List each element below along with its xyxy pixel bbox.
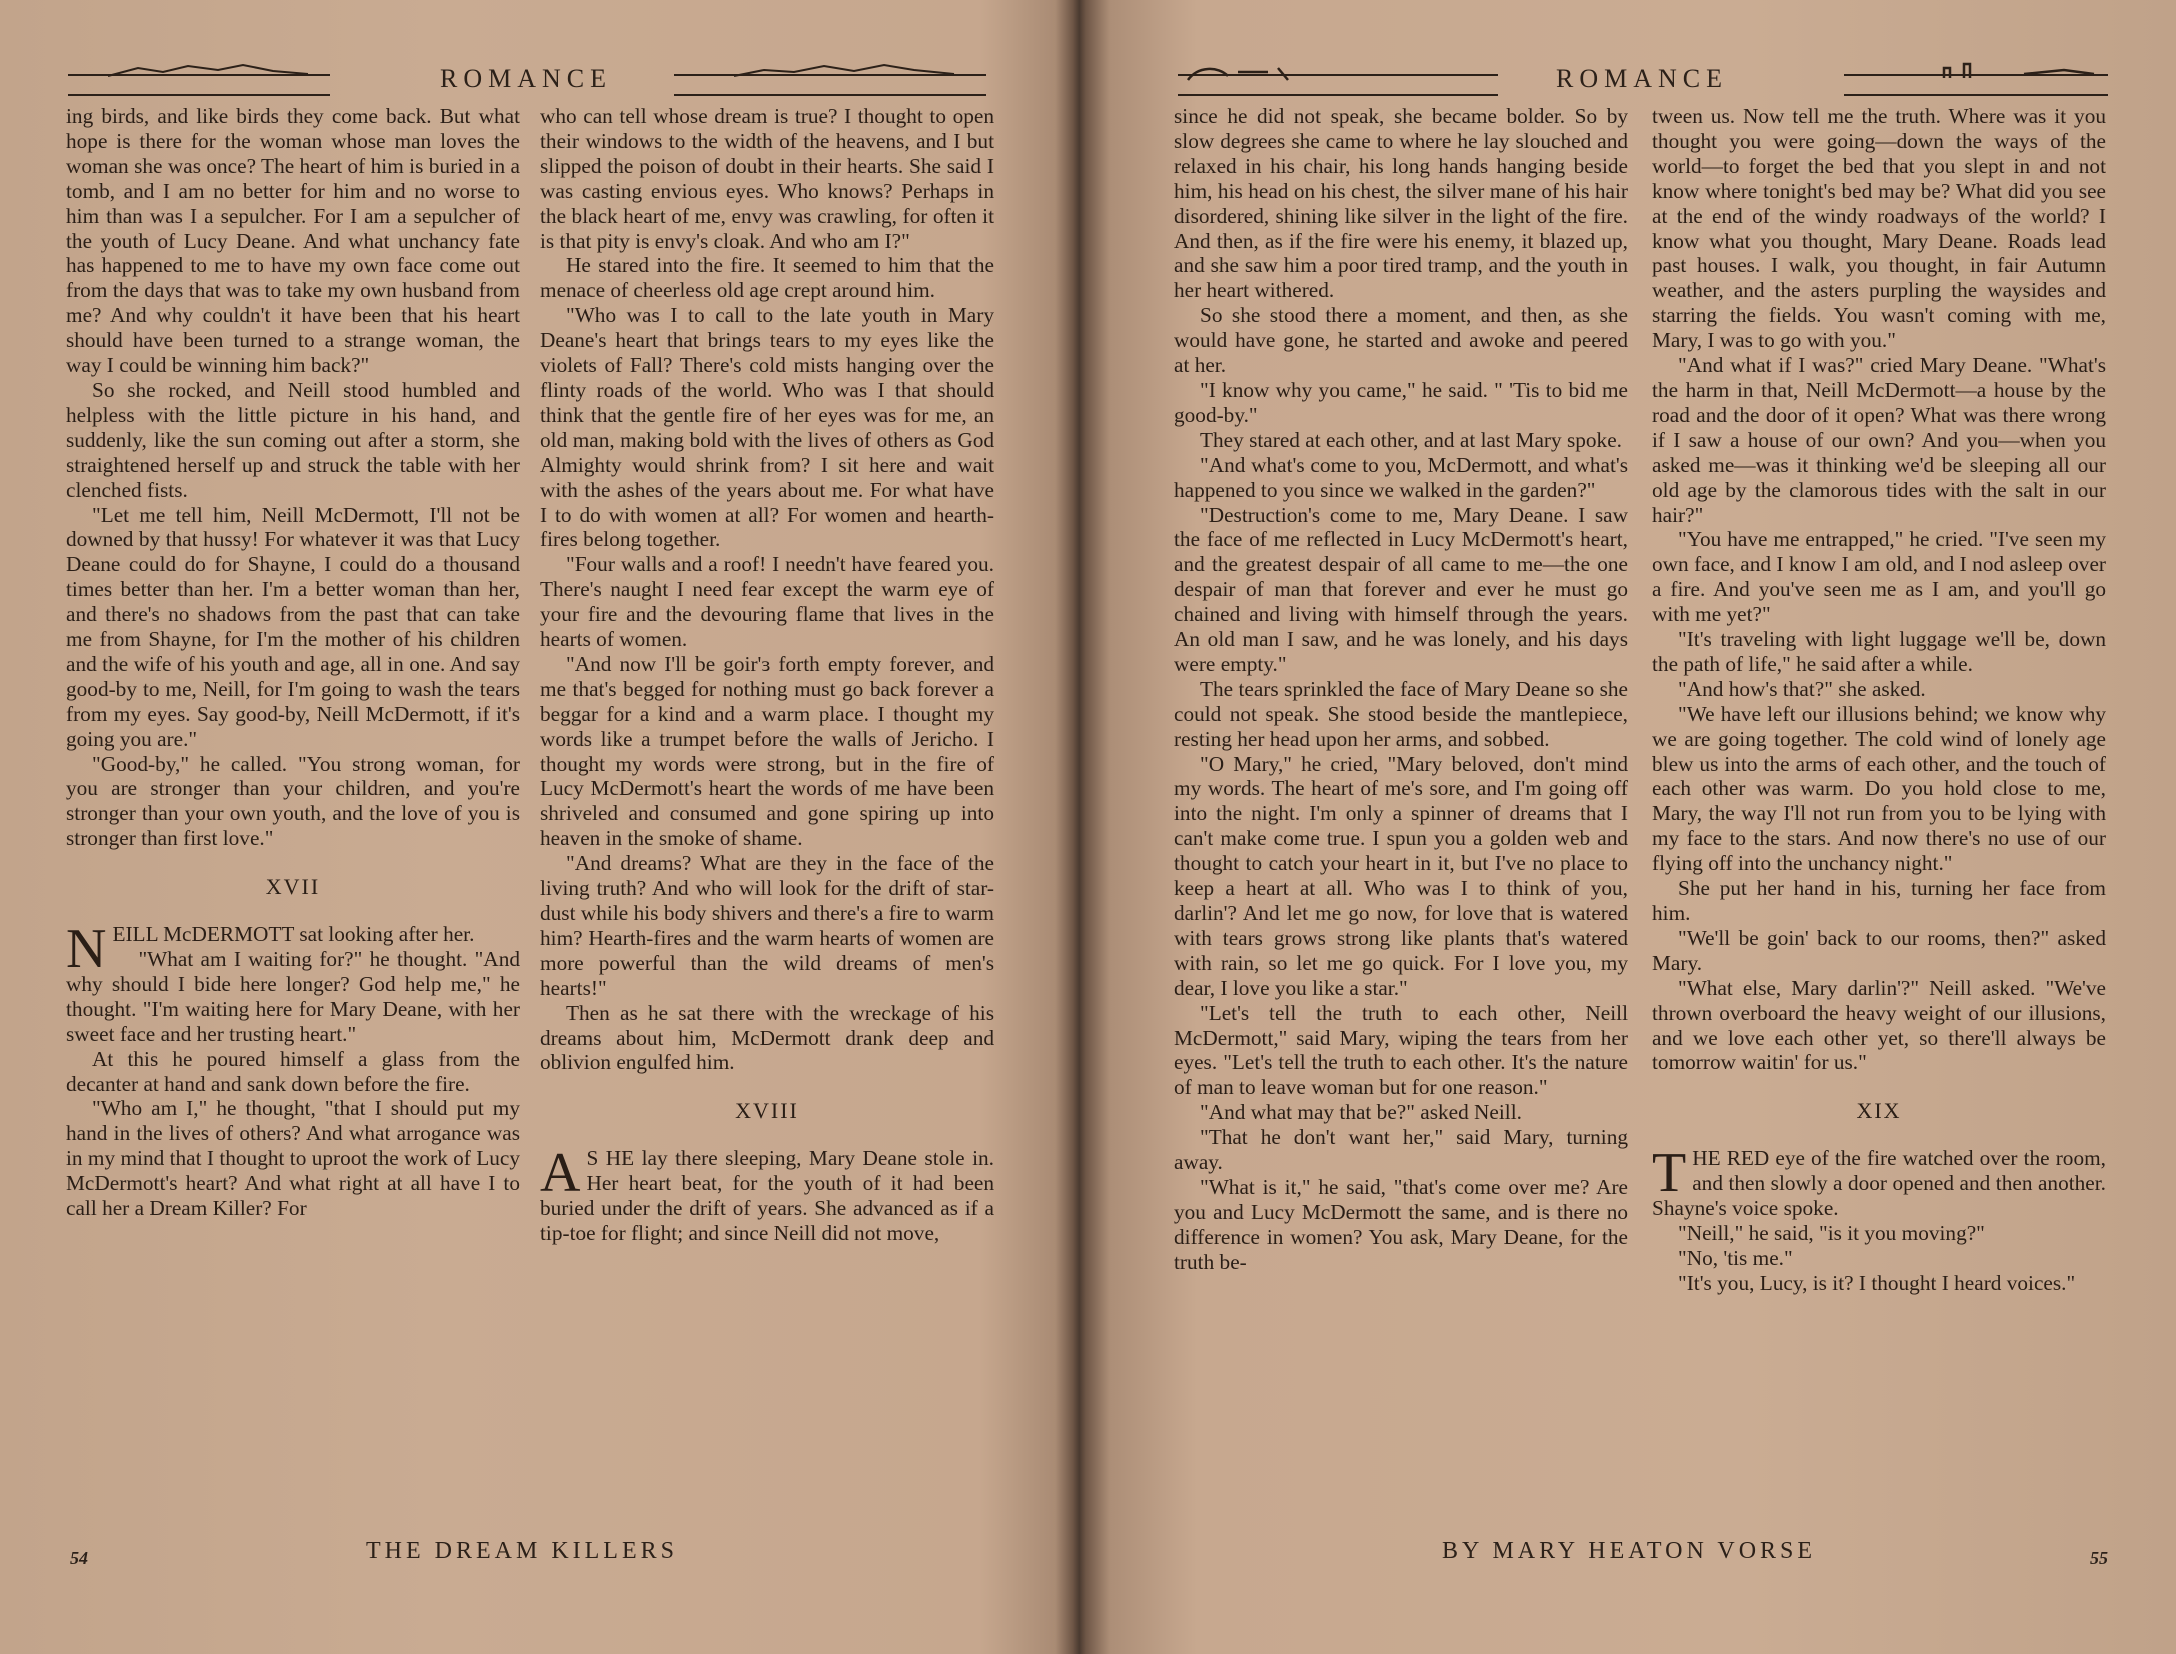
drop-cap: A: [540, 1142, 581, 1205]
paragraph: ing birds, and like birds they come back. But what hope is there for the woman whose man loves the woman she was once? The heart of him is buried in a tomb, and I am no better for him and no worse to him than was I a sepulcher. For I am a sepulcher of the youth of Lucy Deane. And what unchancy fate has happened to me to have my own face come out from the days that was to take my own husband from me? And why couldn't it have been that his heart should have been turned to a strange woman, the way I could be winning him back?": [66, 104, 520, 378]
paragraph: "That he don't want her," said Mary, turning away.: [1174, 1125, 1628, 1175]
right-page-column-2: [1652, 104, 2106, 1296]
drop-cap: T: [1652, 1142, 1687, 1205]
chapter-opening: NEILL McDERMOTT sat looking after her.: [66, 918, 475, 981]
running-head: ROMANCE: [1555, 64, 1728, 93]
paragraph: So she stood there a moment, and then, as she would have gone, he started and awoke and peered at her.: [1174, 303, 1628, 378]
paragraph: The tears sprinkled the face of Mary Deane so she could not speak. She stood beside the mantlepiece, resting her head upon her arms, and sobbed.: [1174, 676, 1628, 751]
paragraph: "I know why you came," he said. " 'Tis to bid me good-by.": [1174, 377, 1628, 427]
chapter-opening: A S HE lay there sleeping, Mary Deane stole in. Her heart beat, for the youth of it had been buried under the drift of years. She advanced as if a tip-toe for flight; and since Neill did not move,: [540, 1142, 994, 1245]
paragraph: "What is it," he said, "that's come over me? Are you and Lucy McDermott the same, and is there no difference in women? You ask, Mary Deane, for the truth be-: [1174, 1174, 1628, 1274]
header-ornament-right: [1844, 74, 2108, 96]
paragraph: "What am I waiting for?" he thought. "And why should I bide here longer? God help me," he thought. "I'm waiting here for Mary Deane, with her sweet face and her trusting heart.": [66, 947, 520, 1046]
paragraph: "And what's come to you, McDermott, and what's happened to you since we walked in the garden?": [1174, 452, 1628, 502]
paragraph: "Neill," he said, "is it you moving?": [1678, 1220, 1985, 1245]
landscape-ornament-icon: [674, 62, 986, 92]
right-page-column-1: [1174, 104, 1628, 1275]
paragraph: "We'll be goin' back to our rooms, then?" asked Mary.: [1652, 925, 2106, 975]
paragraph: "It's you, Lucy, is it? I thought I heard voices.": [1678, 1270, 2076, 1295]
paragraph: "We have left our illusions behind; we know why we are going together. The cold wind of lonely age blew us into the arms of each other, and the touch of each other was warm. Do you hold close to me, Mary, the way I'll not run from you to be lying with my face to the stars. And now there's no use of our flying off into the unchancy night.": [1652, 701, 2106, 876]
paragraph: "And dreams? What are they in the face of the living truth? And who will look for the drift of star-dust while his body shivers and there's a fire to warm him? Hearth-fires and the warm hearts of women are more powerful than the wild dreams of men's hearts!": [540, 851, 994, 1000]
paragraph: since he did not speak, she became bolder. So by slow degrees she came to where he lay slouched and relaxed in his chair, his long hands hanging beside him, his head on his chest, the silver mane of his hair disordered, shining like silver in the light of the fire. And then, as if the fire were his enemy, it blazed up, and she saw him a poor tired tramp, and the youth in her heart withered.: [1174, 104, 1628, 303]
paragraph: who can tell whose dream is true? I thought to open their windows to the width of the heavens, and I but slipped the poison of doubt in their hearts. She said I was casting envious eyes. Who knows? Perhaps in the black heart of me, envy was crawling, for often it is that pity is envy's cloak. And who am I?": [540, 104, 994, 253]
landscape-ornament-icon: [68, 62, 330, 92]
paragraph: tween us. Now tell me the truth. Where was it you thought you were going—down the ways of the world—to forget the bed that you slept in and not know where tonight's bed may be? What did you see at the end of the windy roadways of the world? I know what you thought, Mary Deane. Roads lead past houses. I walk, you thought, in fair Autumn weather, and the asters purpling the waysides and starring the fields. You wasn't coming with me, Mary, I was to go with you.": [1652, 104, 2106, 353]
header-ornament-left: [1178, 74, 1498, 96]
paragraph: Then as he sat there with the wreckage of his dreams about him, McDermott drank deep and oblivion engulfed him.: [540, 1000, 994, 1075]
paragraph: "It's traveling with light luggage we'll be, down the path of life," he said after a while.: [1652, 627, 2106, 676]
running-header: [1178, 56, 2108, 106]
paragraph: "And what may that be?" asked Neill.: [1200, 1100, 1522, 1125]
right-page: [1108, 0, 2176, 1654]
drop-cap: N: [66, 918, 107, 981]
footer-title: THE DREAM KILLERS: [366, 1538, 678, 1564]
paragraph: "Four walls and a roof! I needn't have feared you. There's naught I need fear except the warm eye of your fire and the devouring flame that lives in the hearts of women.: [540, 552, 994, 652]
left-page-column-2: [540, 104, 994, 1246]
chapter-heading: XVII: [265, 874, 321, 900]
chapter-heading: XVIII: [735, 1098, 799, 1124]
paragraph: So she rocked, and Neill stood humbled and helpless with the little picture in his hand, and suddenly, like the sun coming out after a storm, she straightened herself up and struck the table with her clenched fists.: [66, 377, 520, 502]
running-head: ROMANCE: [439, 64, 612, 93]
figures-ornament-icon: [1178, 62, 1498, 92]
paragraph: "What else, Mary darlin'?" Neill asked. "We've thrown overboard the heavy weight of our illusions, and we love each other yet, so there'll always be tomorrow waitin' for us.": [1652, 975, 2106, 1075]
page-number: 55: [2090, 1548, 2108, 1568]
paragraph: "No, 'tis me.": [1678, 1245, 1793, 1270]
paragraph: "And now I'll be goir'ɜ forth empty forever, and me that's begged for nothing must go back forever a beggar for a kind and a warm place. I thought my words like a trumpet before the walls of Jericho. I thought my words were strong, but in the fire of Lucy McDermott's heart the words of me have been shriveled and consumed and gone spiring up into heaven in the smoke of shame.: [540, 651, 994, 851]
paragraph: "And what if I was?" cried Mary Deane. "What's the harm in that, Neill McDermott—a house by the road and the door of it open? What was there wrong if I saw a house of our own? And you—when you asked me—was it thinking we'd be sleeping all our old age by the clamorous tides with the salt in our hair?": [1652, 353, 2106, 527]
header-ornament-right: [674, 74, 986, 96]
chapter-heading: XIX: [1856, 1098, 1902, 1124]
paragraph: She put her hand in his, turning her face from him.: [1652, 876, 2106, 925]
paragraph: "You have me entrapped," he cried. "I've seen my own face, and I know I am old, and I nod asleep over a fire. And you've seen me as I am, and you'll go with me yet?": [1652, 527, 2106, 627]
page-number: 54: [70, 1548, 88, 1568]
city-ornament-icon: [1844, 62, 2108, 92]
paragraph: "Let me tell him, Neill McDermott, I'll not be downed by that hussy! For whatever it was that Lucy Deane could do for Shayne, I could do a thousand times better than her. I'm a better woman than her, and there's no shadows from the past that can take me from Shayne, for I'm the mother of his children and the wife of his youth and age, all in one. And say good-by to me, Neill, for I'm going to wash the tears from my eyes. Say good-by, Neill McDermott, if it's going you are.": [66, 502, 520, 751]
left-page-column-1: [66, 104, 520, 1221]
paragraph: He stared into the fire. It seemed to him that the menace of cheerless old age crept around him.: [540, 253, 994, 303]
paragraph: "Good-by," he called. "You strong woman, for you are stronger than your children, and you're stronger than your own youth, and the love of you is stronger than first love.": [66, 751, 520, 851]
header-ornament-left: [68, 74, 330, 96]
running-header: [68, 56, 986, 106]
chapter-opening: THE RED eye of the fire watched over the room, and then slowly a door opened and then another. Shayne's voice spoke.: [1652, 1142, 2106, 1221]
paragraph: "Destruction's come to me, Mary Deane. I saw the face of me reflected in Lucy McDermott's heart, and the greatest despair of all came to me—the one despair of man that forever and ever he must go chained and living with himself through the years. An old man I saw, and he was lonely, and his days were empty.": [1174, 502, 1628, 676]
footer-byline: BY MARY HEATON VORSE: [1442, 1538, 1817, 1564]
paragraph: At this he poured himself a glass from the decanter at hand and sank down before the fire.: [66, 1046, 520, 1096]
paragraph: They stared at each other, and at last Mary spoke.: [1200, 427, 1622, 452]
paragraph: "Who was I to call to the late youth in Mary Deane's heart that brings tears to my eyes like the violets of Fall? There's cold mists hanging over the flinty roads of the world. Who was I that should think that the gentle fire of her eyes was for me, an old man, making bold with the lives of others as God Almighty would shrink from? I sit here and wait with the ashes of the years about me. For what have I to do with women at all? For women and hearth-fires belong together.: [540, 303, 994, 552]
paragraph: "Let's tell the truth to each other, Neill McDermott," said Mary, wiping the tears from her eyes. "Let's tell the truth to each other. It's the nature of man to leave woman but for one reason.": [1174, 1000, 1628, 1100]
left-page: [0, 0, 1068, 1654]
paragraph: "O Mary," he cried, "Mary beloved, don't mind my words. The heart of me's sore, and I'm going off into the night. I'm only a spinner of dreams that I can't make come true. I spun you a golden web and thought to catch your heart in it, but I've no place to keep a heart at all. Who was I to think of you, darlin'? And let me go now, for love that is watered with tears grows strong like plants that's watered with rain, so let me go quick. For I love you, my dear, I love you like a star.": [1174, 751, 1628, 1000]
paragraph: "And how's that?" she asked.: [1678, 676, 1926, 701]
paragraph: "Who am I," he thought, "that I should put my hand in the lives of others? And what arrogance was in my mind that I thought to uproot the work of Lucy McDermott's heart? And what right at all have I to call her a Dream Killer? For: [66, 1096, 520, 1221]
